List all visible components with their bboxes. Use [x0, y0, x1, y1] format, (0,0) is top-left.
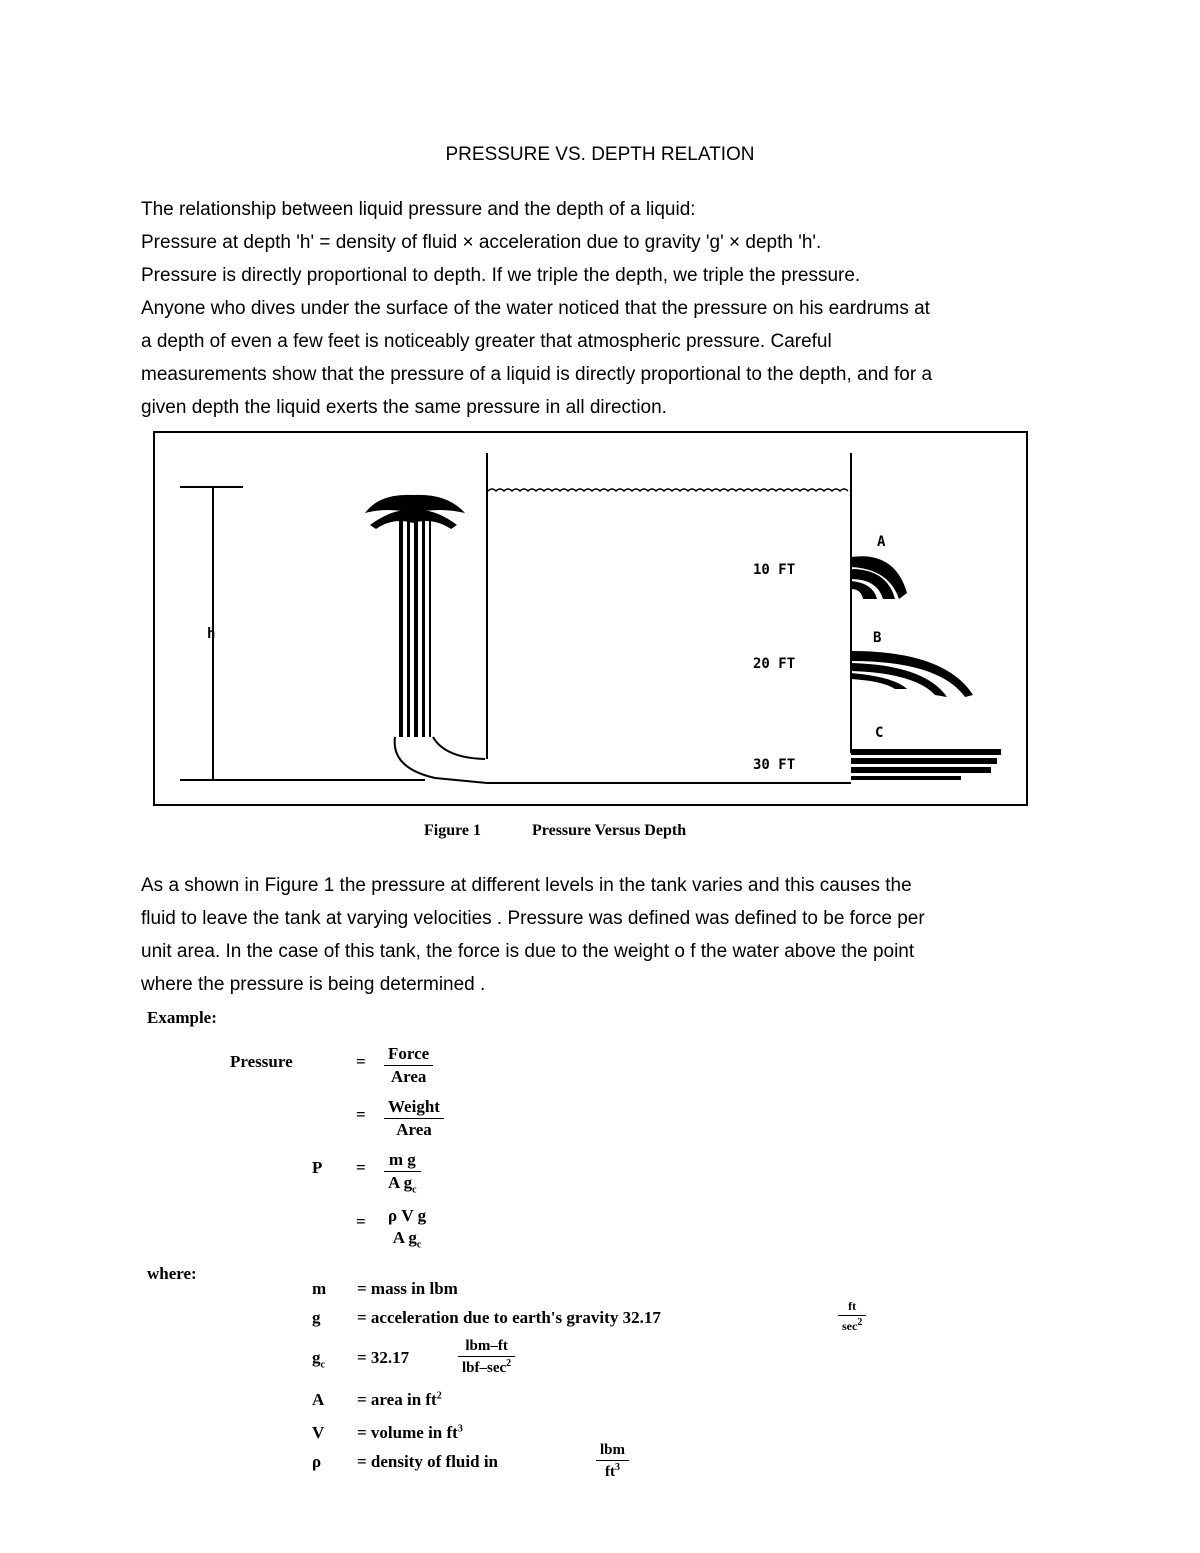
- fraction-numerator: Force: [388, 1044, 430, 1063]
- definition-a: [357, 1390, 442, 1410]
- fraction-denominator: Area: [384, 1065, 433, 1087]
- text-line: a depth of even a few feet is noticeably greater that atmospheric pressure. Careful: [141, 331, 832, 352]
- unit-ft-sec2: [838, 1299, 866, 1334]
- equals-sign: =: [356, 1158, 366, 1177]
- fraction-numerator: ρ V g: [388, 1206, 427, 1225]
- fraction-denominator: [384, 1171, 421, 1195]
- fraction-denominator: Area: [384, 1118, 444, 1140]
- fraction-denominator: [596, 1460, 629, 1481]
- text-line: The relationship between liquid pressure and the depth of a liquid:: [141, 199, 696, 220]
- equals-sign: =: [356, 1052, 366, 1071]
- unit-lbmft-lbfsec2: [458, 1338, 515, 1377]
- text-line: As a shown in Figure 1 the pressure at different levels in the tank varies and this causes the: [141, 875, 912, 896]
- water-surface: [488, 489, 848, 491]
- fraction-rhovg-agc: [384, 1206, 430, 1250]
- text-line: Anyone who dives under the surface of the water noticed that the pressure on his eardrums at: [141, 298, 930, 319]
- fraction-numerator: lbm–ft: [465, 1338, 508, 1354]
- definition-m: = mass in lbm: [357, 1279, 458, 1298]
- definition-rho: = density of fluid in: [357, 1452, 498, 1471]
- jet-c: [851, 749, 1001, 780]
- text-line: given depth the liquid exerts the same pressure in all direction.: [141, 397, 667, 418]
- fraction-numerator: m g: [388, 1150, 416, 1169]
- subscript: c: [320, 1359, 325, 1371]
- equals-sign: =: [356, 1105, 366, 1124]
- denominator-text: sec: [842, 1319, 858, 1333]
- subscript: c: [416, 1239, 422, 1251]
- denominator-text: lbf–sec: [462, 1360, 507, 1376]
- text-line: Pressure at depth 'h' = density of fluid × acceleration due to gravity 'g' × depth 'h'.: [141, 232, 822, 253]
- text-line: measurements show that the pressure of a liquid is directly proportional to the depth, and for a: [141, 364, 933, 385]
- page-title: PRESSURE VS. DEPTH RELATION: [445, 144, 755, 165]
- fraction-numerator: Weight: [388, 1097, 440, 1116]
- symbol-m: m: [312, 1279, 327, 1298]
- text-line: fluid to leave the tank at varying velocities . Pressure was defined was defined to be force per: [141, 908, 925, 929]
- jet-a: [851, 556, 907, 599]
- symbol-g: g: [312, 1308, 321, 1327]
- depth-label-30ft: 30 FT: [753, 757, 796, 773]
- superscript: 2: [436, 1390, 442, 1402]
- superscript: 3: [615, 1462, 620, 1473]
- symbol-gc: [312, 1348, 325, 1370]
- superscript: 3: [457, 1423, 463, 1435]
- text-line: Pressure is directly proportional to depth. If we triple the depth, we triple the pressure.: [141, 265, 861, 286]
- symbol-a: A: [312, 1390, 325, 1409]
- tank-walls: [487, 453, 851, 783]
- fraction-force-area: [384, 1044, 433, 1087]
- caption-text: Pressure Versus Depth: [532, 822, 687, 839]
- example-heading: Example:: [147, 1008, 217, 1027]
- depth-label-20ft: 20 FT: [753, 656, 796, 672]
- fraction-numerator: lbm: [600, 1442, 626, 1458]
- fraction-denominator: [838, 1315, 866, 1334]
- pressure-label: Pressure: [230, 1052, 293, 1071]
- text-line: unit area. In the case of this tank, the force is due to the weight o f the water above the point: [141, 941, 915, 962]
- definition-text: = area in ft: [357, 1390, 437, 1409]
- figure-pressure-vs-depth: [153, 431, 1028, 806]
- depth-label-10ft: 10 FT: [753, 562, 796, 578]
- height-dimension: [180, 487, 425, 780]
- denominator-text: A g: [392, 1228, 417, 1247]
- jet-label-c: C: [875, 725, 884, 741]
- jet-label-a: A: [877, 534, 886, 550]
- p-label: P: [312, 1158, 323, 1177]
- fraction-mg-agc: [384, 1150, 421, 1195]
- denominator-text: ft: [605, 1464, 615, 1480]
- symbol-rho: ρ: [312, 1452, 322, 1471]
- symbol-v: V: [312, 1423, 325, 1442]
- denominator-text: A g: [388, 1173, 413, 1192]
- text-line: where the pressure is being determined .: [141, 974, 486, 995]
- explanation-paragraph: [141, 869, 1071, 1001]
- jet-label-b: B: [873, 630, 882, 646]
- definition-v: [357, 1423, 463, 1443]
- superscript: 2: [506, 1358, 512, 1369]
- intro-paragraph: [141, 193, 1071, 424]
- standpipe: [365, 495, 465, 737]
- tank-diagram: [155, 433, 1026, 804]
- symbol-text: g: [312, 1348, 321, 1367]
- subscript: c: [412, 1184, 417, 1196]
- equals-sign: =: [356, 1212, 366, 1231]
- fraction-denominator: [384, 1227, 430, 1250]
- fraction-numerator: ft: [848, 1299, 857, 1313]
- fraction-weight-area: [384, 1097, 444, 1140]
- jet-b: [851, 651, 973, 697]
- superscript: 2: [857, 1317, 863, 1328]
- where-heading: where:: [147, 1264, 197, 1283]
- definition-gc: = 32.17: [357, 1348, 410, 1367]
- definition-text: = volume in ft: [357, 1423, 458, 1442]
- caption-number: Figure 1: [424, 822, 482, 839]
- height-label: h: [207, 626, 216, 642]
- definition-g: = acceleration due to earth's gravity 32.17: [357, 1308, 661, 1327]
- fraction-denominator: [458, 1356, 515, 1377]
- unit-lbm-ft3: [596, 1442, 629, 1481]
